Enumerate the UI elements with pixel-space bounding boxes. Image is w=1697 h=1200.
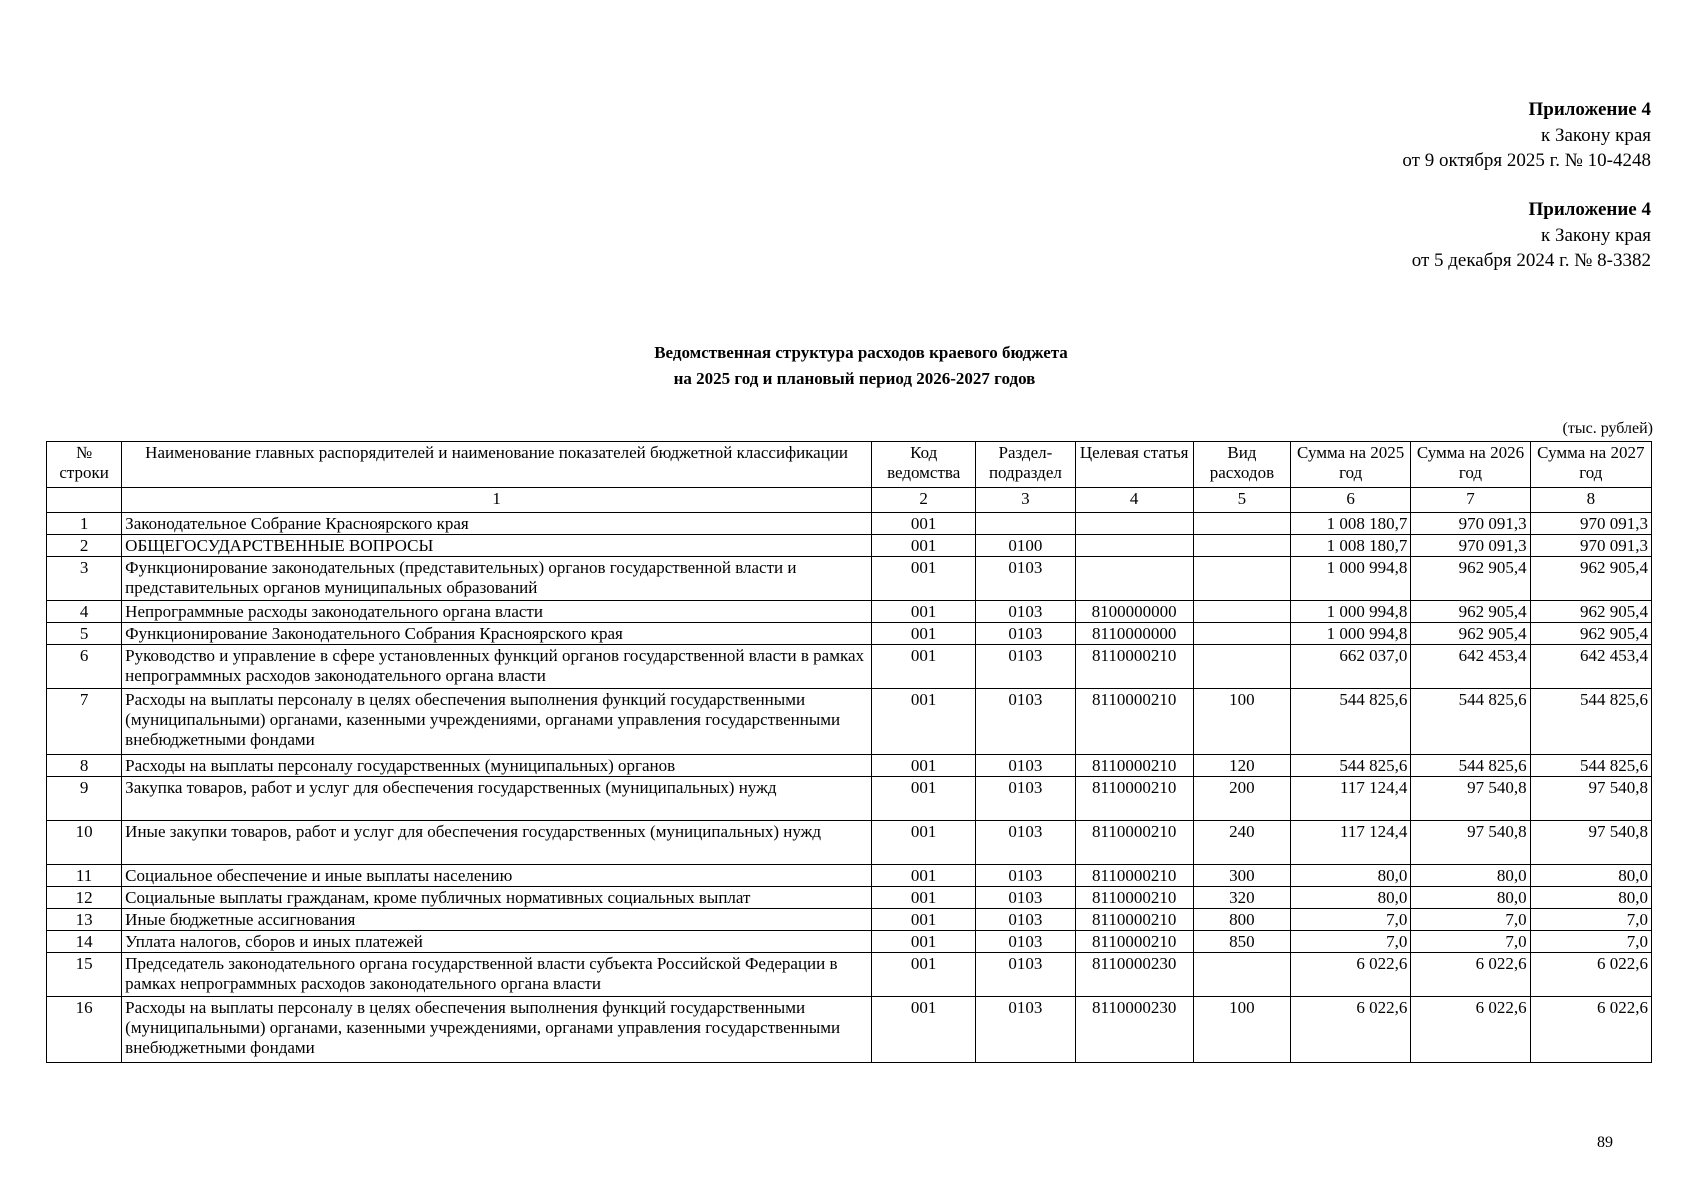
row-name: Законодательное Собрание Красноярского края (122, 513, 872, 535)
target-article: 8110000210 (1075, 821, 1193, 865)
row-name: Иные закупки товаров, работ и услуг для обеспечения государственных (муниципальных) нужд (122, 821, 872, 865)
department-code: 001 (872, 909, 976, 931)
expense-type: 850 (1193, 931, 1290, 953)
department-code: 001 (872, 887, 976, 909)
table-row (47, 887, 1652, 909)
sum-2027: 544 825,6 (1530, 689, 1651, 755)
sum-2027: 544 825,6 (1530, 755, 1651, 777)
table-row (47, 535, 1652, 557)
column-number: 8 (1530, 488, 1651, 513)
sum-2025: 1 000 994,8 (1291, 557, 1411, 601)
row-name: Закупка товаров, работ и услуг для обеспечения государственных (муниципальных) нужд (122, 777, 872, 821)
row-name: Непрограммные расходы законодательного органа власти (122, 601, 872, 623)
department-code: 001 (872, 755, 976, 777)
department-code: 001 (872, 513, 976, 535)
expense-type (1193, 645, 1290, 689)
expense-type (1193, 535, 1290, 557)
department-code: 001 (872, 645, 976, 689)
sum-2025: 1 000 994,8 (1291, 623, 1411, 645)
sum-2027: 97 540,8 (1530, 777, 1651, 821)
header-expense-type: Вид расходов (1193, 442, 1290, 488)
appendix-current-line2: к Закону края (1540, 124, 1651, 146)
expense-type: 120 (1193, 755, 1290, 777)
expense-type (1193, 557, 1290, 601)
row-number: 9 (47, 777, 122, 821)
target-article (1075, 557, 1193, 601)
section-code: 0103 (976, 623, 1075, 645)
row-number: 8 (47, 755, 122, 777)
section-code: 0100 (976, 535, 1075, 557)
sum-2026: 7,0 (1411, 909, 1530, 931)
sum-2026: 97 540,8 (1411, 821, 1530, 865)
target-article: 8110000230 (1075, 953, 1193, 997)
row-number: 13 (47, 909, 122, 931)
sum-2026: 6 022,6 (1411, 997, 1530, 1063)
column-number: 1 (122, 488, 872, 513)
units-label: (тыс. рублей) (1562, 420, 1653, 437)
table-row (47, 645, 1652, 689)
department-code: 001 (872, 821, 976, 865)
sum-2026: 970 091,3 (1411, 513, 1530, 535)
table-row (47, 623, 1652, 645)
section-code: 0103 (976, 601, 1075, 623)
sum-2027: 642 453,4 (1530, 645, 1651, 689)
department-code: 001 (872, 557, 976, 601)
sum-2027: 97 540,8 (1530, 821, 1651, 865)
sum-2025: 6 022,6 (1291, 997, 1411, 1063)
sum-2026: 962 905,4 (1411, 623, 1530, 645)
document-title-line1: Ведомственная структура расходов краевого бюджета (654, 343, 1068, 362)
table-row (47, 909, 1652, 931)
table-row (47, 931, 1652, 953)
target-article: 8110000210 (1075, 645, 1193, 689)
table-row (47, 997, 1652, 1063)
sum-2025: 544 825,6 (1291, 755, 1411, 777)
sum-2025: 662 037,0 (1291, 645, 1411, 689)
appendix-original-line3: от 5 декабря 2024 г. № 8-3382 (1411, 250, 1651, 271)
department-code: 001 (872, 601, 976, 623)
department-code: 001 (872, 931, 976, 953)
expense-type (1193, 953, 1290, 997)
sum-2025: 1 008 180,7 (1291, 535, 1411, 557)
section-code (976, 513, 1075, 535)
target-article: 8110000210 (1075, 689, 1193, 755)
column-number (47, 488, 122, 513)
expense-type (1193, 513, 1290, 535)
column-number-row (47, 488, 1652, 513)
page-number: 89 (1597, 1134, 1613, 1151)
row-number: 14 (47, 931, 122, 953)
table-header-row (47, 442, 1652, 488)
table-row (47, 953, 1652, 997)
row-name: ОБЩЕГОСУДАРСТВЕННЫЕ ВОПРОСЫ (122, 535, 872, 557)
section-code: 0103 (976, 887, 1075, 909)
row-number: 11 (47, 865, 122, 887)
expense-type: 240 (1193, 821, 1290, 865)
department-code: 001 (872, 689, 976, 755)
row-name: Расходы на выплаты персоналу государственных (муниципальных) органов (122, 755, 872, 777)
column-number: 6 (1291, 488, 1411, 513)
sum-2027: 970 091,3 (1530, 513, 1651, 535)
row-name: Иные бюджетные ассигнования (122, 909, 872, 931)
target-article: 8110000000 (1075, 623, 1193, 645)
department-code: 001 (872, 953, 976, 997)
section-code: 0103 (976, 645, 1075, 689)
appendix-current-block (1402, 97, 1651, 174)
section-code: 0103 (976, 557, 1075, 601)
document-title (0, 340, 1697, 392)
sum-2026: 80,0 (1411, 865, 1530, 887)
expense-type (1193, 623, 1290, 645)
row-number: 7 (47, 689, 122, 755)
column-number: 4 (1075, 488, 1193, 513)
sum-2025: 7,0 (1291, 909, 1411, 931)
header-department-code: Код ведомства (872, 442, 976, 488)
sum-2025: 1 000 994,8 (1291, 601, 1411, 623)
section-code: 0103 (976, 931, 1075, 953)
sum-2027: 962 905,4 (1530, 557, 1651, 601)
section-code: 0103 (976, 997, 1075, 1063)
sum-2025: 117 124,4 (1291, 777, 1411, 821)
sum-2027: 970 091,3 (1530, 535, 1651, 557)
department-code: 001 (872, 535, 976, 557)
header-sum-2025: Сумма на 2025 год (1291, 442, 1411, 488)
row-name: Функционирование законодательных (представительных) органов государственной власти и представительных органов муниципальных образований (122, 557, 872, 601)
section-code: 0103 (976, 953, 1075, 997)
appendix-original-line2: к Закону края (1540, 224, 1651, 246)
target-article (1075, 513, 1193, 535)
row-name: Руководство и управление в сфере установленных функций органов государственной власти в рамках непрограммных расходов законодательного органа власти (122, 645, 872, 689)
row-number: 16 (47, 997, 122, 1063)
target-article: 8110000210 (1075, 777, 1193, 821)
department-code: 001 (872, 997, 976, 1063)
expense-type: 320 (1193, 887, 1290, 909)
sum-2025: 7,0 (1291, 931, 1411, 953)
header-target-article: Целевая статья (1075, 442, 1193, 488)
row-name: Председатель законодательного органа государственной власти субъекта Российской Федерации в рамках непрограммных расходов законодательного органа власти (122, 953, 872, 997)
expense-type: 100 (1193, 997, 1290, 1063)
header-sum-2026: Сумма на 2026 год (1411, 442, 1530, 488)
sum-2026: 6 022,6 (1411, 953, 1530, 997)
table-row (47, 755, 1652, 777)
row-name: Функционирование Законодательного Собрания Красноярского края (122, 623, 872, 645)
section-code: 0103 (976, 821, 1075, 865)
target-article: 8110000230 (1075, 997, 1193, 1063)
appendix-original-title: Приложение 4 (1528, 199, 1651, 220)
table-row (47, 689, 1652, 755)
sum-2026: 7,0 (1411, 931, 1530, 953)
target-article: 8110000210 (1075, 887, 1193, 909)
expense-type: 200 (1193, 777, 1290, 821)
row-number: 10 (47, 821, 122, 865)
sum-2025: 80,0 (1291, 887, 1411, 909)
section-code: 0103 (976, 865, 1075, 887)
sum-2027: 7,0 (1530, 909, 1651, 931)
row-name: Социальные выплаты гражданам, кроме публичных нормативных социальных выплат (122, 887, 872, 909)
header-name: Наименование главных распорядителей и наименование показателей бюджетной классификации (122, 442, 872, 488)
row-number: 2 (47, 535, 122, 557)
sum-2026: 80,0 (1411, 887, 1530, 909)
row-number: 1 (47, 513, 122, 535)
sum-2026: 544 825,6 (1411, 689, 1530, 755)
sum-2025: 80,0 (1291, 865, 1411, 887)
header-row-number: № строки (47, 442, 122, 488)
appendix-current-line3: от 9 октября 2025 г. № 10-4248 (1402, 150, 1651, 171)
budget-table (46, 441, 1652, 1063)
table-row (47, 821, 1652, 865)
sum-2027: 962 905,4 (1530, 601, 1651, 623)
sum-2026: 962 905,4 (1411, 557, 1530, 601)
row-number: 12 (47, 887, 122, 909)
sum-2027: 6 022,6 (1530, 953, 1651, 997)
table-row (47, 513, 1652, 535)
document-title-line2: на 2025 год и плановый период 2026-2027 годов (673, 369, 1036, 388)
header-sum-2027: Сумма на 2027 год (1530, 442, 1651, 488)
expense-type: 100 (1193, 689, 1290, 755)
sum-2026: 544 825,6 (1411, 755, 1530, 777)
row-number: 5 (47, 623, 122, 645)
sum-2025: 1 008 180,7 (1291, 513, 1411, 535)
department-code: 001 (872, 777, 976, 821)
sum-2025: 544 825,6 (1291, 689, 1411, 755)
sum-2026: 962 905,4 (1411, 601, 1530, 623)
sum-2026: 97 540,8 (1411, 777, 1530, 821)
section-code: 0103 (976, 777, 1075, 821)
sum-2027: 962 905,4 (1530, 623, 1651, 645)
row-name: Уплата налогов, сборов и иных платежей (122, 931, 872, 953)
column-number: 3 (976, 488, 1075, 513)
row-name: Расходы на выплаты персоналу в целях обеспечения выполнения функций государственными (муниципальными) органами, казенными учреждениями, органами управления государственными внебюджетными фондами (122, 997, 872, 1063)
appendix-original-block (1412, 197, 1651, 274)
table-row (47, 865, 1652, 887)
row-name: Социальное обеспечение и иные выплаты населению (122, 865, 872, 887)
table-row (47, 557, 1652, 601)
sum-2025: 6 022,6 (1291, 953, 1411, 997)
table-row (47, 777, 1652, 821)
row-number: 4 (47, 601, 122, 623)
row-number: 15 (47, 953, 122, 997)
target-article (1075, 535, 1193, 557)
section-code: 0103 (976, 689, 1075, 755)
sum-2026: 642 453,4 (1411, 645, 1530, 689)
sum-2027: 80,0 (1530, 865, 1651, 887)
sum-2025: 117 124,4 (1291, 821, 1411, 865)
header-section: Раздел-подраздел (976, 442, 1075, 488)
column-number: 5 (1193, 488, 1290, 513)
row-number: 3 (47, 557, 122, 601)
section-code: 0103 (976, 755, 1075, 777)
appendix-current-title: Приложение 4 (1528, 99, 1651, 120)
column-number: 7 (1411, 488, 1530, 513)
expense-type (1193, 601, 1290, 623)
expense-type: 800 (1193, 909, 1290, 931)
row-name: Расходы на выплаты персоналу в целях обеспечения выполнения функций государственными (муниципальными) органами, казенными учреждениями, органами управления государственными внебюджетными фондами (122, 689, 872, 755)
sum-2026: 970 091,3 (1411, 535, 1530, 557)
target-article: 8110000210 (1075, 865, 1193, 887)
section-code: 0103 (976, 909, 1075, 931)
sum-2027: 7,0 (1530, 931, 1651, 953)
table-row (47, 601, 1652, 623)
department-code: 001 (872, 623, 976, 645)
target-article: 8100000000 (1075, 601, 1193, 623)
expense-type: 300 (1193, 865, 1290, 887)
sum-2027: 6 022,6 (1530, 997, 1651, 1063)
column-number: 2 (872, 488, 976, 513)
row-number: 6 (47, 645, 122, 689)
target-article: 8110000210 (1075, 755, 1193, 777)
department-code: 001 (872, 865, 976, 887)
sum-2027: 80,0 (1530, 887, 1651, 909)
target-article: 8110000210 (1075, 909, 1193, 931)
target-article: 8110000210 (1075, 931, 1193, 953)
